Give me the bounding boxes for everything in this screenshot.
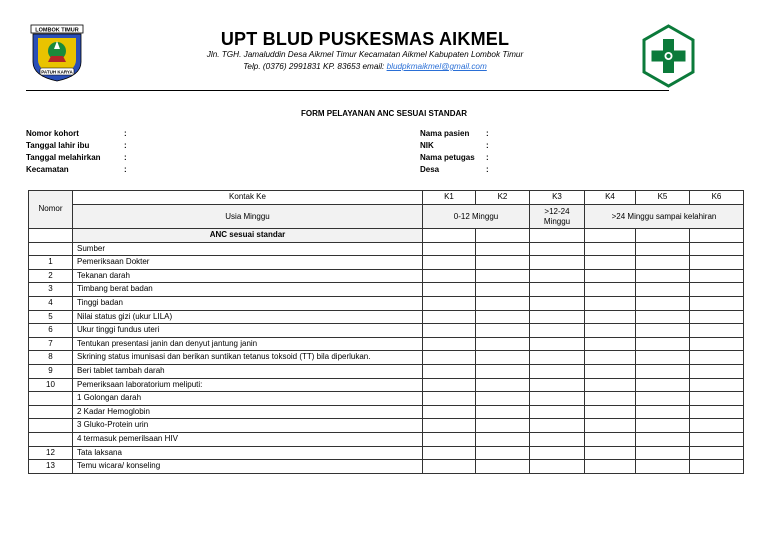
- row-number: 1: [29, 256, 73, 270]
- k6-entry-cell[interactable]: [690, 256, 744, 270]
- k6-entry-cell[interactable]: [690, 310, 744, 324]
- k5-entry-cell[interactable]: [636, 256, 690, 270]
- k3-entry-cell[interactable]: [530, 269, 585, 283]
- k2-entry-cell[interactable]: [476, 283, 530, 297]
- k3-entry-cell[interactable]: [530, 419, 585, 433]
- row-number: [29, 432, 73, 446]
- k3-entry-cell[interactable]: [530, 392, 585, 406]
- puskesmas-cross-logo: [641, 24, 696, 88]
- k2-entry-cell[interactable]: [476, 256, 530, 270]
- k6-header: K6: [690, 191, 744, 205]
- field-label-nik: NIK: [420, 141, 434, 150]
- k4-header: K4: [585, 191, 636, 205]
- k3-entry-cell[interactable]: [530, 310, 585, 324]
- k1-entry-cell[interactable]: [423, 337, 476, 351]
- k3-entry-cell[interactable]: [530, 364, 585, 378]
- contact-line: [160, 62, 570, 71]
- table-row: [29, 351, 744, 365]
- k4-entry-cell[interactable]: [585, 432, 636, 446]
- row-item: 3 Gluko-Protein urin: [73, 419, 423, 433]
- row-item: Nilai status gizi (ukur LILA): [73, 310, 423, 324]
- table-row: [29, 419, 744, 433]
- k6-entry-cell[interactable]: [690, 378, 744, 392]
- email-link[interactable]: bludpkmaikmel@gmail.com: [386, 62, 487, 71]
- k4-entry-cell[interactable]: [585, 351, 636, 365]
- k6-entry-cell[interactable]: [690, 242, 744, 256]
- k3-entry-cell[interactable]: [530, 446, 585, 460]
- field-colon: :: [124, 129, 127, 138]
- row-number: 3: [29, 283, 73, 297]
- k2-entry-cell[interactable]: [476, 296, 530, 310]
- table-row: [29, 324, 744, 338]
- k2-entry-cell[interactable]: [476, 419, 530, 433]
- row-item: Sumber: [73, 242, 423, 256]
- k1-entry-cell[interactable]: [423, 378, 476, 392]
- logo-left-bottom-text: PATUH KARYA: [41, 69, 73, 75]
- field-label-desa: Desa: [420, 165, 440, 174]
- k3-entry-cell[interactable]: [530, 460, 585, 474]
- field-colon: :: [124, 153, 127, 162]
- field-colon: :: [124, 165, 127, 174]
- anc-sesuai-standar-label: ANC sesuai standar: [73, 229, 423, 243]
- page-title: UPT BLUD PUSKESMAS AIKMEL: [220, 29, 510, 49]
- k3-header: K3: [530, 191, 585, 205]
- k3-entry-cell[interactable]: [530, 256, 585, 270]
- table-row: [29, 283, 744, 297]
- table-row: [29, 392, 744, 406]
- k5-entry-cell[interactable]: [636, 446, 690, 460]
- table-row: [29, 337, 744, 351]
- k1-entry-cell[interactable]: [423, 405, 476, 419]
- field-colon: :: [124, 141, 127, 150]
- row-item: 4 termasuk pemerilsaan HIV: [73, 432, 423, 446]
- k2-entry-cell[interactable]: [476, 337, 530, 351]
- k5-entry-cell[interactable]: [636, 364, 690, 378]
- nomor-header: Nomor: [29, 191, 73, 229]
- field-colon: :: [486, 141, 489, 150]
- k5-entry-cell[interactable]: [636, 269, 690, 283]
- table-row: [29, 296, 744, 310]
- k4-entry-cell[interactable]: [585, 337, 636, 351]
- table-row: [29, 269, 744, 283]
- row-number: [29, 419, 73, 433]
- row-item: Skrining status imunisasi dan berikan suntikan tetanus toksoid (TT) bila diperlukan.: [73, 351, 423, 365]
- k1-entry-cell[interactable]: [423, 324, 476, 338]
- k2-entry-cell[interactable]: [476, 310, 530, 324]
- k6-entry-cell[interactable]: [690, 392, 744, 406]
- k3-entry-cell[interactable]: [530, 405, 585, 419]
- k2-entry-cell[interactable]: [476, 324, 530, 338]
- k6-entry-cell[interactable]: [690, 364, 744, 378]
- row-number: 4: [29, 296, 73, 310]
- k3-entry-cell[interactable]: [530, 378, 585, 392]
- k1-entry-cell[interactable]: [423, 364, 476, 378]
- field-label-nama-pasien: Nama pasien: [420, 129, 470, 138]
- field-label-kecamatan: Kecamatan: [26, 165, 69, 174]
- k5-entry-cell[interactable]: [636, 337, 690, 351]
- k1-entry-cell[interactable]: [423, 392, 476, 406]
- k2-entry-cell[interactable]: [476, 378, 530, 392]
- k4-entry-cell[interactable]: [585, 364, 636, 378]
- k1-entry-cell[interactable]: [423, 432, 476, 446]
- k6-entry-cell[interactable]: [690, 269, 744, 283]
- k5-entry-cell[interactable]: [636, 419, 690, 433]
- k1-entry-cell[interactable]: [423, 296, 476, 310]
- k5-entry-cell[interactable]: [636, 432, 690, 446]
- k1-entry-cell[interactable]: [423, 283, 476, 297]
- table-row: [29, 460, 744, 474]
- table-body: [29, 242, 744, 473]
- row-number: 6: [29, 324, 73, 338]
- field-label-nama-petugas: Nama petugas: [420, 153, 475, 162]
- k6-entry-cell[interactable]: [690, 283, 744, 297]
- k1-entry-cell[interactable]: [423, 446, 476, 460]
- row-number: 12: [29, 446, 73, 460]
- k5-entry-cell[interactable]: [636, 351, 690, 365]
- k5-entry-cell[interactable]: [636, 296, 690, 310]
- row-item: 2 Kadar Hemoglobin: [73, 405, 423, 419]
- k2-entry-cell[interactable]: [476, 351, 530, 365]
- row-item: Timbang berat badan: [73, 283, 423, 297]
- k6-entry-cell[interactable]: [690, 296, 744, 310]
- row-item: Tata laksana: [73, 446, 423, 460]
- field-label-tanggal-melahirkan: Tanggal melahirkan: [26, 153, 101, 162]
- k5-entry-cell[interactable]: [636, 324, 690, 338]
- k4-entry-cell[interactable]: [585, 446, 636, 460]
- k6-entry-cell[interactable]: [690, 432, 744, 446]
- row-item: Ukur tinggi fundus uteri: [73, 324, 423, 338]
- row-item: Tinggi badan: [73, 296, 423, 310]
- k1-entry-cell[interactable]: [423, 419, 476, 433]
- k4-entry-cell[interactable]: [585, 405, 636, 419]
- k4-entry-cell[interactable]: [585, 296, 636, 310]
- row-number: [29, 392, 73, 406]
- k3-entry-cell[interactable]: [530, 283, 585, 297]
- usia-24-plus-header: >24 Minggu sampai kelahiran: [585, 205, 744, 229]
- usia-0-12-header: 0-12 Minggu: [423, 205, 530, 229]
- k5-entry-cell[interactable]: [636, 460, 690, 474]
- row-item: Pemeriksaan laboratorium meliputi:: [73, 378, 423, 392]
- k4-entry-cell[interactable]: [585, 419, 636, 433]
- phone-text: Telp. (0376) 2991831 KP. 83653 email:: [243, 62, 387, 71]
- k1-entry-cell[interactable]: [423, 351, 476, 365]
- k3-entry-cell[interactable]: [530, 351, 585, 365]
- k3-entry-cell[interactable]: [530, 324, 585, 338]
- k2-entry-cell[interactable]: [476, 432, 530, 446]
- k3-entry-cell[interactable]: [530, 296, 585, 310]
- k2-entry-cell[interactable]: [476, 460, 530, 474]
- row-number: [29, 405, 73, 419]
- k6-entry-cell[interactable]: [690, 419, 744, 433]
- row-item: Beri tablet tambah darah: [73, 364, 423, 378]
- k2-entry-cell[interactable]: [476, 242, 530, 256]
- address-line: Jln. TGH. Jamaluddin Desa Aikmel Timur Kecamatan Aikmel Kabupaten Lombok Timur: [206, 50, 524, 59]
- usia-12-24-header: >12-24 Minggu: [530, 205, 585, 229]
- kontak-ke-header: Kontak Ke: [73, 191, 423, 205]
- k6-entry-cell[interactable]: [690, 405, 744, 419]
- k5-entry-cell[interactable]: [636, 405, 690, 419]
- logo-left-top-text: LOMBOK TIMUR: [35, 27, 79, 34]
- row-number: 7: [29, 337, 73, 351]
- table-row: [29, 256, 744, 270]
- k6-entry-cell[interactable]: [690, 351, 744, 365]
- field-colon: :: [486, 165, 489, 174]
- k4-entry-cell[interactable]: [585, 310, 636, 324]
- usia-minggu-header: Usia Minggu: [73, 205, 423, 229]
- k2-entry-cell[interactable]: [476, 405, 530, 419]
- k5-entry-cell[interactable]: [636, 242, 690, 256]
- k5-entry-cell[interactable]: [636, 310, 690, 324]
- k3-entry-cell[interactable]: [530, 337, 585, 351]
- k4-entry-cell[interactable]: [585, 242, 636, 256]
- field-label-tanggal-lahir-ibu: Tanggal lahir ibu: [26, 141, 90, 150]
- k2-entry-cell[interactable]: [476, 269, 530, 283]
- k6-entry-cell[interactable]: [690, 337, 744, 351]
- lombok-timur-emblem-logo: [30, 24, 84, 82]
- k1-entry-cell[interactable]: [423, 460, 476, 474]
- k4-entry-cell[interactable]: [585, 460, 636, 474]
- row-item: 1 Golongan darah: [73, 392, 423, 406]
- k4-entry-cell[interactable]: [585, 256, 636, 270]
- k5-entry-cell[interactable]: [636, 378, 690, 392]
- k4-entry-cell[interactable]: [585, 378, 636, 392]
- k4-entry-cell[interactable]: [585, 283, 636, 297]
- k4-entry-cell[interactable]: [585, 324, 636, 338]
- k3-entry-cell[interactable]: [530, 242, 585, 256]
- table-row: [29, 446, 744, 460]
- k1-entry-cell[interactable]: [423, 242, 476, 256]
- field-label-nomor-kohort: Nomor kohort: [26, 129, 79, 138]
- k4-entry-cell[interactable]: [585, 392, 636, 406]
- k6-entry-cell[interactable]: [690, 446, 744, 460]
- k2-header: K2: [476, 191, 530, 205]
- k2-entry-cell[interactable]: [476, 364, 530, 378]
- k3-entry-cell[interactable]: [530, 432, 585, 446]
- field-colon: :: [486, 153, 489, 162]
- k4-entry-cell[interactable]: [585, 269, 636, 283]
- k6-entry-cell[interactable]: [690, 460, 744, 474]
- form-title: FORM PELAYANAN ANC SESUAI STANDAR: [300, 109, 468, 118]
- row-item: Tentukan presentasi janin dan denyut jantung janin: [73, 337, 423, 351]
- row-number: 8: [29, 351, 73, 365]
- anc-service-table: [28, 190, 744, 474]
- row-item: Tekanan darah: [73, 269, 423, 283]
- k1-entry-cell[interactable]: [423, 310, 476, 324]
- row-number: 5: [29, 310, 73, 324]
- field-colon: :: [486, 129, 489, 138]
- header-divider: [26, 90, 669, 91]
- table-row: [29, 364, 744, 378]
- row-number: 9: [29, 364, 73, 378]
- k2-entry-cell[interactable]: [476, 392, 530, 406]
- k6-entry-cell[interactable]: [690, 324, 744, 338]
- k1-entry-cell[interactable]: [423, 269, 476, 283]
- row-number: 2: [29, 269, 73, 283]
- k2-entry-cell[interactable]: [476, 446, 530, 460]
- row-item: Pemeriksaan Dokter: [73, 256, 423, 270]
- row-item: Temu wicara/ konseling: [73, 460, 423, 474]
- anc-empty-cell: [29, 229, 73, 243]
- table-row: [29, 310, 744, 324]
- k5-entry-cell[interactable]: [636, 392, 690, 406]
- table-row: [29, 405, 744, 419]
- table-row: [29, 432, 744, 446]
- k1-entry-cell[interactable]: [423, 256, 476, 270]
- row-number: 10: [29, 378, 73, 392]
- table-row: [29, 378, 744, 392]
- k5-header: K5: [636, 191, 690, 205]
- row-number: [29, 242, 73, 256]
- k5-entry-cell[interactable]: [636, 283, 690, 297]
- k1-header: K1: [423, 191, 476, 205]
- table-row: [29, 242, 744, 256]
- row-number: 13: [29, 460, 73, 474]
